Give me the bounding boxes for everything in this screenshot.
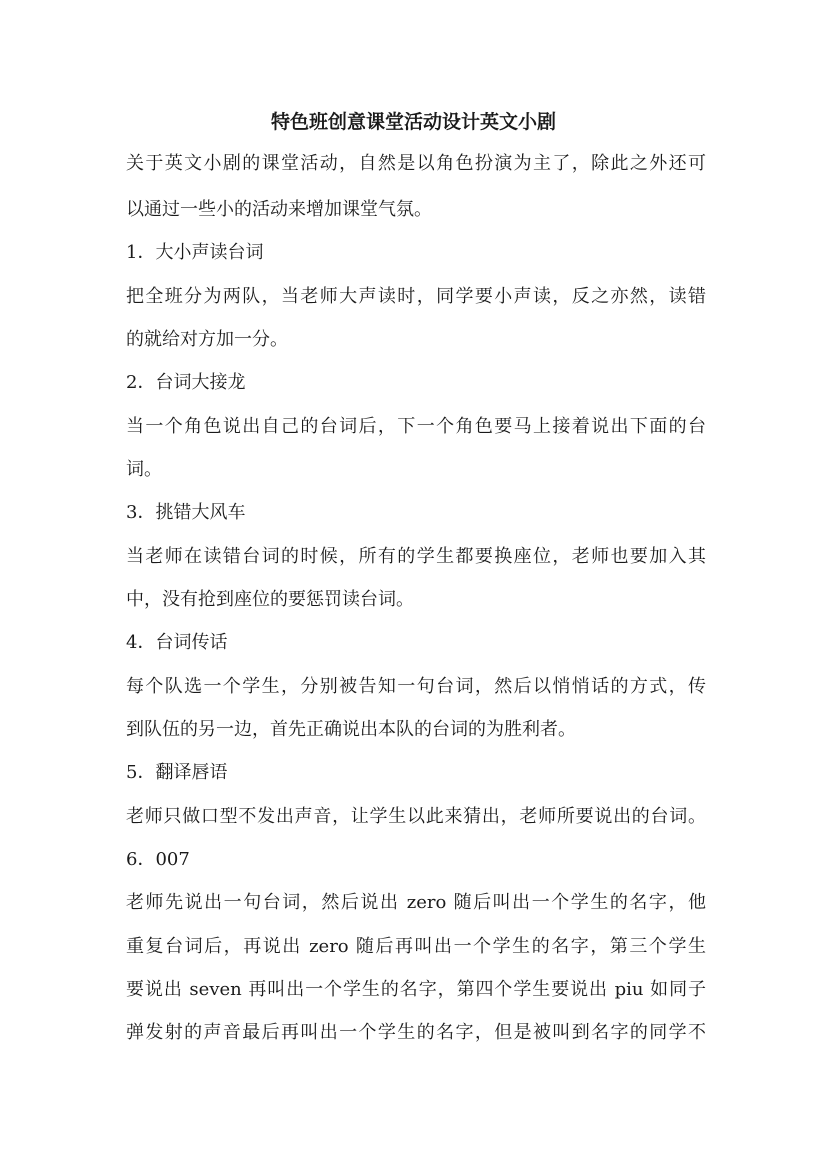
section-1-heading: 1．大小声读台词	[126, 242, 264, 263]
section-1-line-1: 把全班分为两队，当老师大声读时，同学要小声读，反之亦然，读错	[126, 286, 706, 307]
section-1-line-2: 的就给对方加一分。	[126, 329, 288, 350]
intro-line-1: 关于英文小剧的课堂活动，自然是以角色扮演为主了，除此之外还可	[126, 153, 706, 174]
section-4-line-1: 每个队选一个学生，分别被告知一句台词，然后以悄悄话的方式，传	[126, 676, 706, 697]
section-6-line-3: 要说出 seven 再叫出一个学生的名字，第四个学生要说出 piu 如同子	[126, 979, 706, 1000]
section-2-line-1: 当一个角色说出自己的台词后，下一个角色要马上接着说出下面的台	[126, 416, 706, 437]
section-6-line-2: 重复台词后，再说出 zero 随后再叫出一个学生的名字，第三个学生	[126, 936, 706, 957]
intro-line-2: 以通过一些小的活动来增加课堂气氛。	[126, 199, 432, 220]
document-title: 特色班创意课堂活动设计英文小剧	[270, 111, 556, 133]
section-6-line-4: 弹发射的声音最后再叫出一个学生的名字，但是被叫到名字的同学不	[126, 1022, 706, 1043]
section-3-line-1: 当老师在读错台词的时候，所有的学生都要换座位，老师也要加入其	[126, 546, 706, 567]
section-2-heading: 2．台词大接龙	[126, 372, 246, 393]
section-5-heading: 5．翻译唇语	[126, 762, 228, 783]
section-5-line-1: 老师只做口型不发出声音，让学生以此来猜出，老师所要说出的台词。	[126, 806, 706, 827]
section-4-line-2: 到队伍的另一边，首先正确说出本队的台词的为胜利者。	[126, 719, 576, 740]
section-2-line-2: 词。	[126, 459, 162, 480]
section-6-line-1: 老师先说出一句台词，然后说出 zero 随后叫出一个学生的名字，他	[126, 892, 706, 913]
section-3-line-2: 中，没有抢到座位的要惩罚读台词。	[126, 589, 414, 610]
section-6-heading: 6．007	[126, 849, 190, 870]
section-3-heading: 3．挑错大风车	[126, 502, 246, 523]
section-4-heading: 4．台词传话	[126, 632, 228, 653]
